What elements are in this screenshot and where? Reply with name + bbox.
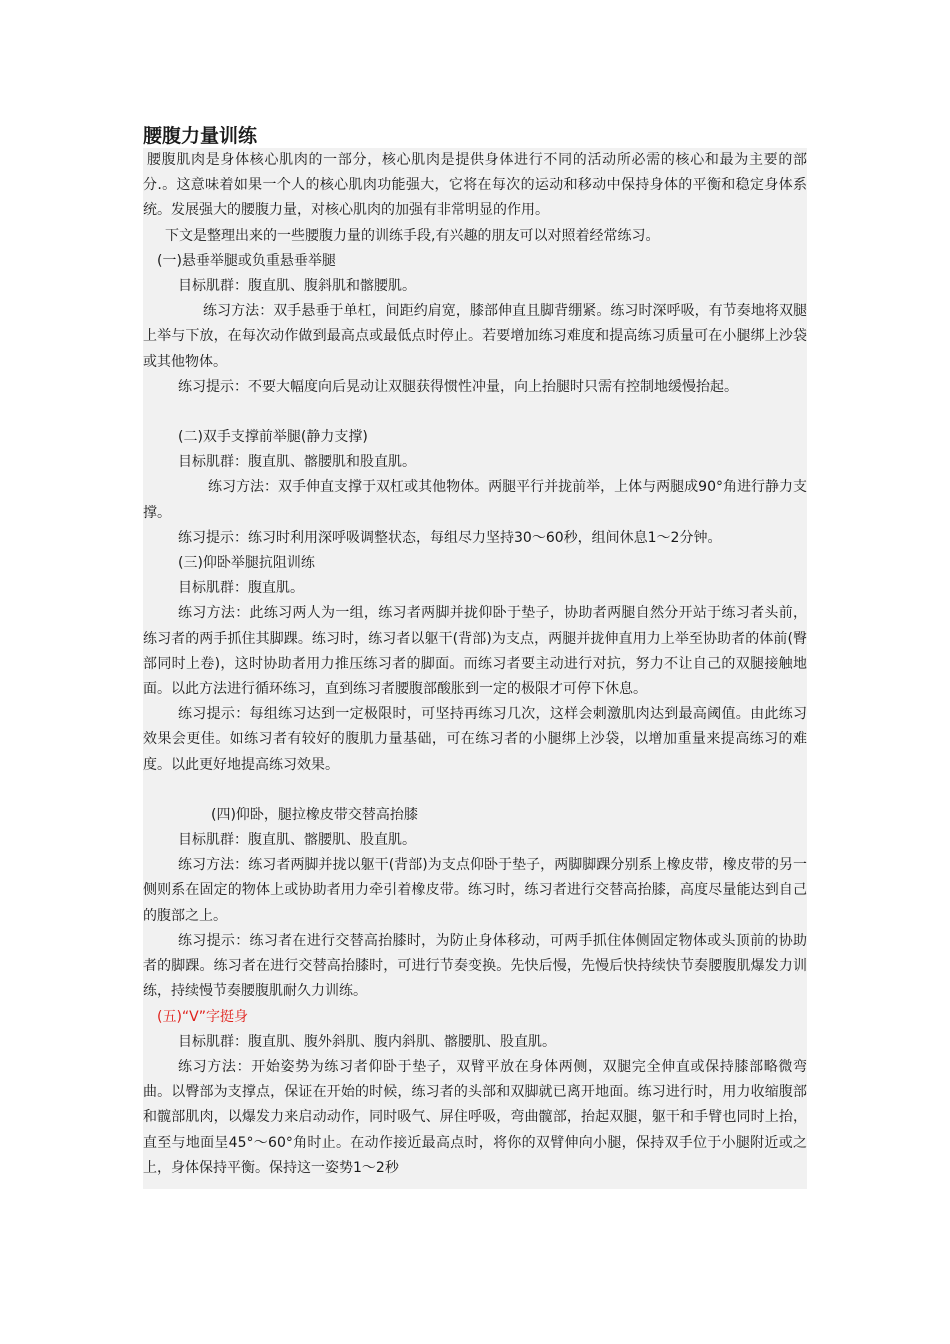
- section-5-heading: (五)“V”字挺身: [157, 1008, 249, 1025]
- section-3-tip: 练习提示：每组练习达到一定极限时，可坚持再练习几次，这样会刺激肌肉达到最高阈值。由此练习效果会更佳。如练习者有较好的腹肌力量基础，可在练习者的小腿绑上沙袋，以增加重量来提高练习的难度。以此更好地提高练习效果。: [143, 706, 807, 773]
- section-5-method: 练习方法：开始姿势为练习者仰卧于垫子，双臂平放在身体两侧，双腿完全伸直或保持膝部略微弯曲。以臀部为支撑点，保证在开始的时候，练习者的头部和双脚就已离开地面。练习进行时，用力收缩腹部和髋部肌肉，以爆发力来启动动作，同时吸气、屏住呼吸，弯曲髋部，抬起双腿，躯干和手臂也同时上抬，直至与地面呈45°～60°角时止。在动作接近最高点时，将你的双臂伸向小腿，保持双手位于小腿附近或之上，身体保持平衡。保持这一姿势1～2秒: [143, 1058, 807, 1176]
- document-body: [143, 148, 807, 1189]
- section-3-target: 目标肌群：腹直肌。: [178, 580, 304, 597]
- section-5-target: 目标肌群：腹直肌、腹外斜肌、腹内斜肌、髂腰肌、股直肌。: [178, 1033, 556, 1050]
- section-1-heading: (一)悬垂举腿或负重悬垂举腿: [157, 252, 336, 269]
- section-3-heading: (三)仰卧举腿抗阻训练: [178, 555, 315, 572]
- intro-paragraph-2: 下文是整理出来的一些腰腹力量的训练手段,有兴趣的朋友可以对照着经常练习。: [165, 227, 660, 244]
- section-spacer: [143, 400, 807, 425]
- section-4-tip: 练习提示：练习者在进行交替高抬膝时，为防止身体移动，可两手抓住体侧固定物体或头顶前的协助者的脚踝。练习者在进行交替高抬膝时，可进行节奏变换。先快后慢，先慢后快持续快节奏腰腹肌爆发力训练，持续慢节奏腰腹肌耐久力训练。: [143, 932, 807, 1000]
- section-2-heading: (二)双手支撑前举腿(静力支撑): [178, 429, 368, 446]
- section-4-method: 练习方法：练习者两脚并拢以躯干(背部)为支点仰卧于垫子，两脚脚踝分别系上橡皮带，橡皮带的另一侧则系在固定的物体上或协助者用力牵引着橡皮带。练习时，练习者进行交替高抬膝，高度尽量能达到自己的腹部之上。: [143, 857, 807, 924]
- section-4-target: 目标肌群：腹直肌、髂腰肌、股直肌。: [178, 832, 416, 849]
- section-4-heading: (四)仰卧，腿拉橡皮带交替高抬膝: [211, 806, 418, 823]
- section-2-target: 目标肌群：腹直肌、髂腰肌和股直肌。: [178, 454, 416, 471]
- section-3-method: 练习方法：此练习两人为一组，练习者两脚并拢仰卧于垫子，协助者两腿自然分开站于练习者头前，练习者的两手抓住其脚踝。练习时，练习者以躯干(背部)为支点，两腿并拢伸直用力上举至协助者的体前(臀部同时上卷)，这时协助者用力推压练习者的脚面。而练习者要主动进行对抗，努力不让自己的双腿接触地面。以此方法进行循环练习，直到练习者腰腹部酸胀到一定的极限才可停下休息。: [143, 605, 807, 698]
- section-1-target: 目标肌群：腹直肌、腹斜肌和髂腰肌。: [178, 278, 416, 295]
- section-1-tip: 练习提示：不要大幅度向后晃动让双腿获得惯性冲量，向上抬腿时只需有控制地缓慢抬起。: [178, 378, 738, 395]
- document-title: 腰腹力量训练: [143, 125, 258, 147]
- section-1-method: 练习方法：双手悬垂于单杠，间距约肩宽，膝部伸直且脚背绷紧。练习时深呼吸，有节奏地将双腿上举与下放，在每次动作做到最高点或最低点时停止。若要增加练习难度和提高练习质量可在小腿绑上沙袋或其他物体。: [143, 303, 807, 370]
- section-spacer: [143, 778, 807, 803]
- section-2-method: 练习方法：双手伸直支撑于双杠或其他物体。两腿平行并拢前举，上体与两腿成90°角进行静力支撑。: [143, 479, 807, 521]
- intro-paragraph-1: 腰腹肌肉是身体核心肌肉的一部分，核心肌肉是提供身体进行不同的活动所必需的核心和最为主要的部分.。这意味着如果一个人的核心肌肉功能强大，它将在每次的运动和移动中保持身体的平衡和稳定身体系统。发展强大的腰腹力量，对核心肌肉的加强有非常明显的作用。: [143, 152, 807, 219]
- section-2-tip: 练习提示：练习时利用深呼吸调整状态，每组尽力坚持30～60秒，组间休息1～2分钟。: [178, 529, 722, 546]
